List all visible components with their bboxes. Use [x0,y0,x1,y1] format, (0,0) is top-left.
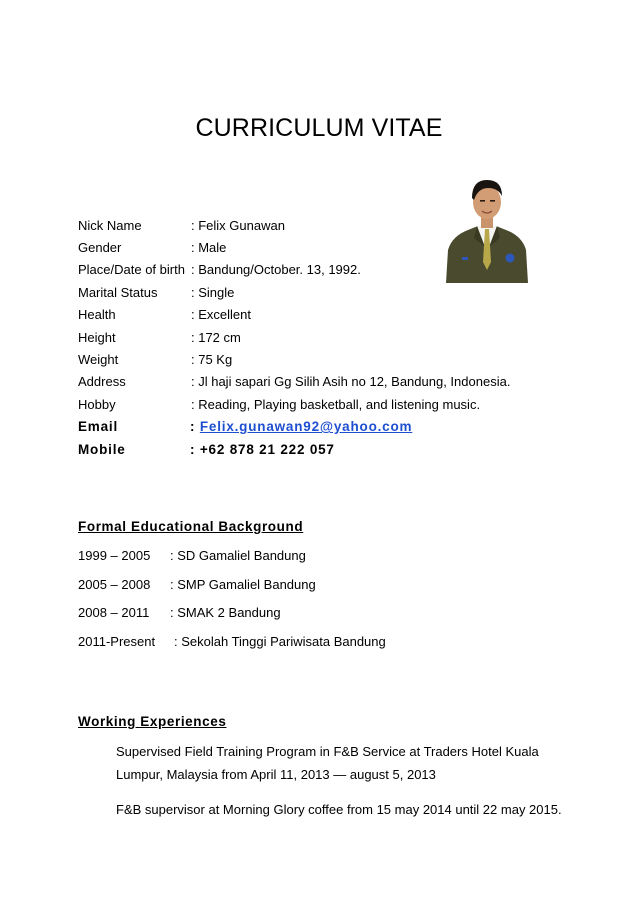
info-value: : Reading, Playing basketball, and listening music. [191,396,481,412]
info-label: Address [78,374,126,390]
info-label: Height [78,329,116,345]
work-item-line: Lumpur, Malaysia from April 11, 2013 — august 5, 2013 [116,767,436,782]
info-value: : Single [191,284,235,300]
info-row-health [78,304,558,326]
info-row-address [78,371,558,393]
work-item [96,740,566,786]
info-label: Weight [78,352,119,368]
work-heading: Working Experiences [78,714,227,729]
info-label: Hobby [78,396,116,412]
mobile-value: : +62 878 21 222 057 [190,441,335,457]
education-row [78,570,538,599]
education-period: 1999 – 2005 [78,547,151,563]
info-label: Place/Date of birth [78,262,185,278]
work-item-line: Supervised Field Training Program in F&B Service at Traders Hotel Kuala [116,744,539,759]
info-value: : 75 Kg [191,352,233,368]
info-row-nick-name [78,214,558,236]
info-row-height [78,326,558,348]
education-list [78,541,538,656]
education-school: : SMAK 2 Bandung [170,605,281,621]
email-label: Email [78,419,119,435]
work-list [96,740,566,833]
info-value: : Bandung/October. 13, 1992. [191,262,361,278]
education-period: 2005 – 2008 [78,576,151,592]
education-school: : SD Gamaliel Bandung [170,547,306,563]
email-value [190,419,558,434]
info-row-email [78,416,558,438]
info-label: Nick Name [78,217,142,233]
info-value: : 172 cm [191,329,241,345]
education-period: 2011-Present [78,634,156,650]
education-period: 2008 – 2011 [78,605,150,621]
info-row-hobby [78,393,558,415]
education-heading: Formal Educational Background [78,519,304,534]
info-row-marital-status [78,281,558,303]
work-item-line: F&B supervisor at Morning Glory coffee from 15 may 2014 until 22 may 2015. [116,802,562,817]
personal-info [78,214,558,460]
info-label: Gender [78,240,122,256]
info-row-birth [78,259,558,281]
education-row [78,599,538,628]
info-value: : Excellent [191,307,251,323]
document-title: CURRICULUM VITAE [195,114,443,142]
info-value: : Male [191,240,227,256]
info-value: : Jl haji sapari Gg Silih Asih no 12, Bandung, Indonesia. [191,374,511,390]
info-label: Marital Status [78,284,158,300]
info-row-gender [78,236,558,258]
education-school: : SMP Gamaliel Bandung [170,576,316,592]
info-value: : Felix Gunawan [191,217,285,233]
education-row [78,627,538,656]
info-row-mobile [78,438,558,460]
education-school: : Sekolah Tinggi Pariwisata Bandung [174,634,386,650]
email-prefix: : [190,419,200,435]
mobile-label: Mobile [78,441,126,457]
info-row-weight [78,348,558,370]
email-link[interactable]: Felix.gunawan92@yahoo.com [199,419,413,435]
education-row [78,541,538,570]
info-label: Health [78,307,116,323]
work-item [96,798,566,821]
